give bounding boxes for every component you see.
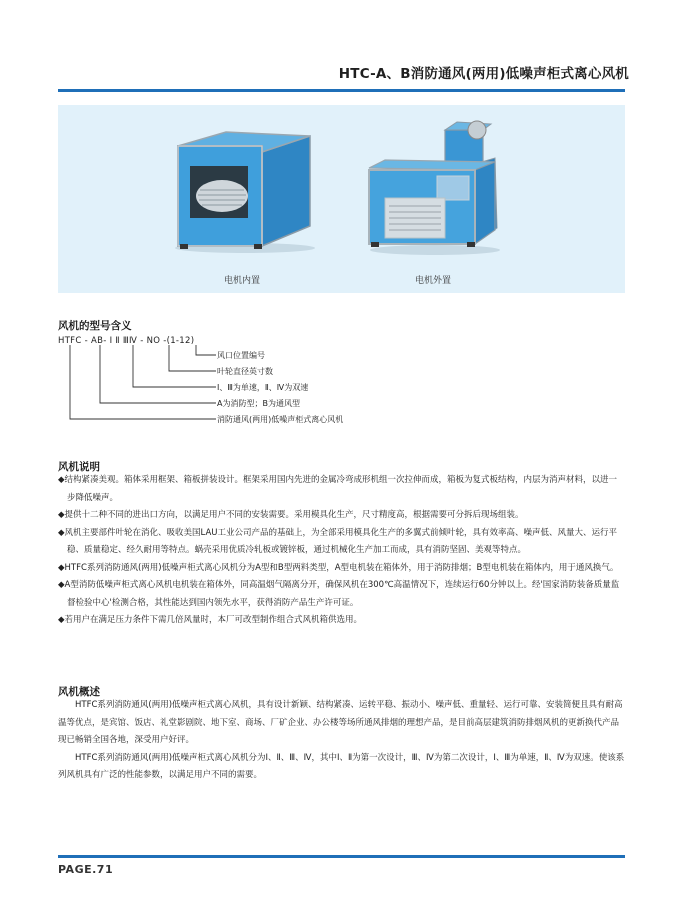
legend-fan-name: 消防通风(两用)低噪声柜式离心风机 <box>217 415 344 424</box>
description-heading: 风机说明 <box>58 461 100 473</box>
fan-motor-inside-image <box>170 130 320 255</box>
legend-impeller-diameter: 叶轮直径英寸数 <box>217 367 273 376</box>
overview-heading: 风机概述 <box>58 686 100 698</box>
model-heading: 风机的型号含义 <box>58 320 132 332</box>
description-item: ◆HTFC系列消防通风(两用)低噪声柜式离心风机分为A型和B型两料类型，A型电机装在箱体外，用于消防排烟；B型电机装在箱体内，用于通风换气。 <box>58 562 619 573</box>
model-legend-lines <box>58 345 218 425</box>
description-item: ◆若用户在满足压力条件下需几倍风量时，本厂可改型制作组合式风机箱供选用。 <box>58 615 363 625</box>
description-list <box>58 472 625 630</box>
model-code-main: HTFC - AB- Ⅰ Ⅱ ⅢⅣ - NO <box>58 336 161 346</box>
description-item: ◆结构紧凑美观。箱体采用框架、箱板拼装设计。框架采用国内先进的金属冷弯成形机组一次拉伸而成，箱板为复式板结构，内层为消声材料，以进一步降低噪声。 <box>58 475 618 503</box>
description-item: ◆提供十二种不同的进出口方向，以满足用户不同的安装需要。采用模具化生产，尺寸精度高，根据需要可分拆后现场组装。 <box>58 510 524 520</box>
legend-outlet-position: 风口位置编号 <box>217 351 265 360</box>
footer-divider <box>58 855 625 858</box>
description-item: ◆风机主要部件叶轮在消化、吸收美国LAU工业公司产品的基础上，为全部采用模具化生产的多翼式前倾叶轮，具有效率高、噪声低、风量大、运行平稳、质量稳定、经久耐用等特点。蜗壳采用优质冷轧板或镀锌板，通过机械化生产加工而成，具有消防坚固、美观等特点。 <box>58 527 618 555</box>
legend-speed: Ⅰ、Ⅲ为单速，Ⅱ、Ⅳ为双速 <box>217 383 309 392</box>
overview-paragraph: HTFC系列消防通风(两用)低噪声柜式离心风机分为Ⅰ、Ⅱ、Ⅲ、Ⅳ，其中Ⅰ、Ⅱ为第一次设计，Ⅲ、Ⅳ为第二次设计，Ⅰ、Ⅲ为单速，Ⅱ、Ⅳ为双速。使该系列风机具有广泛的性能参数，以满足用户不同的需要。 <box>58 752 625 780</box>
title-divider <box>58 89 625 92</box>
model-code-outlet: -(1-12) <box>160 336 195 346</box>
page-title: HTC-A、B消防通风(两用)低噪声柜式离心风机 <box>338 66 629 82</box>
product-image-band <box>58 105 625 293</box>
fan-motor-outside-image <box>365 118 505 258</box>
caption-motor-inside: 电机内置 <box>224 276 261 286</box>
description-item: ◆A型消防低噪声柜式离心风机电机装在箱体外，同高温烟气隔离分开，确保风机在300℃高温情况下，连续运行60分钟以上。经'国家消防装备质量监督检验中心'检测合格，其性能达到国内领先水平，获得消防产品生产许可证。 <box>58 580 620 608</box>
overview-body <box>58 697 625 785</box>
caption-motor-outside: 电机外置 <box>415 276 452 286</box>
page-number: PAGE.71 <box>58 863 114 876</box>
legend-type: A为消防型；B为通风型 <box>217 399 300 408</box>
overview-paragraph: HTFC系列消防通风(两用)低噪声柜式离心风机，具有设计新颖、结构紧凑、运转平稳、振动小、噪声低、重量轻、运行可靠、安装简便且具有耐高温等优点，是宾馆、饭店、礼堂影剧院、地下室、商场、厂矿企业、办公楼等场所通风排烟的理想产品，是目前高层建筑消防排烟风机的更新换代产品现已畅销全国各地，深受用户好评。 <box>58 700 623 745</box>
